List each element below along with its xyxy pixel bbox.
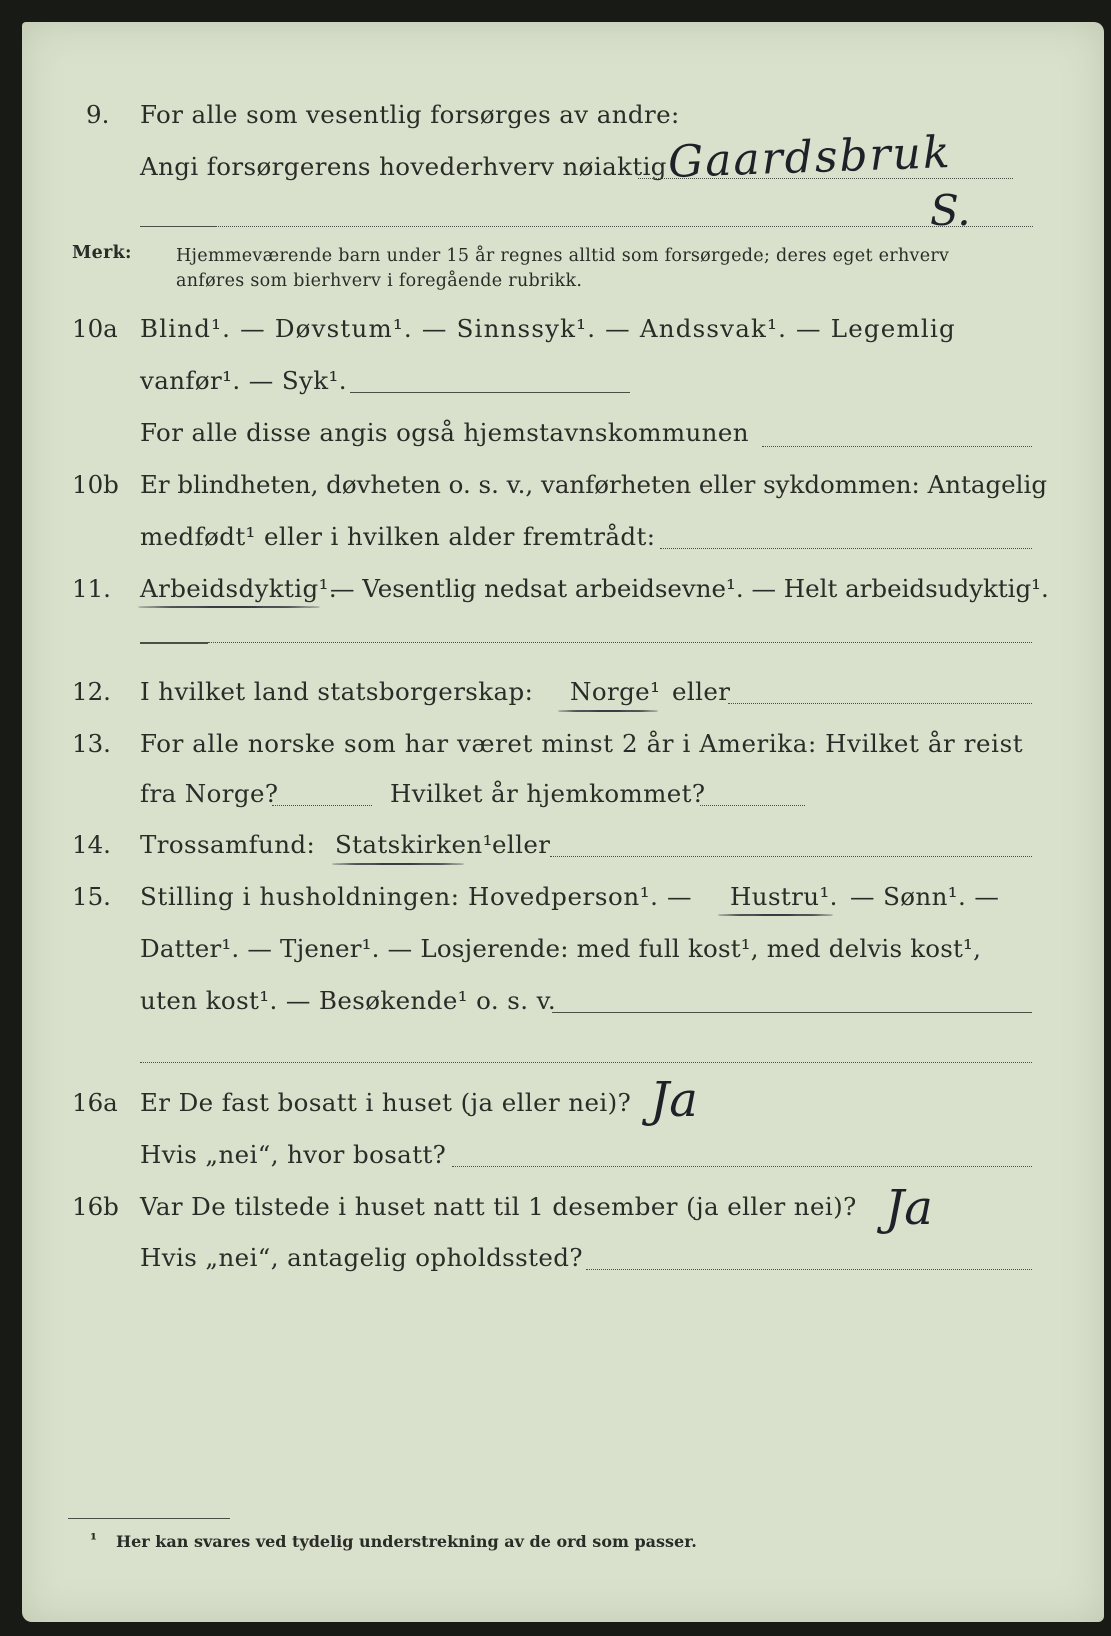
q16b-line1: Var De tilstede i huset natt til 1 desember (ja eller nei)? bbox=[140, 1192, 857, 1221]
q9-line2: Angi forsørgerens hovederhverv nøiaktig bbox=[140, 152, 667, 181]
q10a-number: 10a bbox=[72, 314, 118, 343]
q13-hjemkommet-dotted-line[interactable] bbox=[700, 805, 805, 806]
q9-handwritten-answer: Gaardsbruk bbox=[667, 127, 953, 188]
q15-line2: Datter¹. — Tjener¹. — Losjerende: med full kost¹, med delvis kost¹, bbox=[140, 934, 982, 963]
q16a-number: 16a bbox=[72, 1088, 118, 1117]
q16a-line2: Hvis „nei“, hvor bosatt? bbox=[140, 1140, 447, 1169]
q10b-line2: medfødt¹ eller i hvilken alder fremtrådt: bbox=[140, 522, 656, 551]
q10b-number: 10b bbox=[72, 470, 119, 499]
q10a-hjemstavn-dotted-line[interactable] bbox=[762, 446, 1032, 447]
merk-label: Merk: bbox=[72, 243, 132, 263]
q16b-line2: Hvis „nei“, antagelig opholdssted? bbox=[140, 1243, 583, 1272]
q16a-handwritten-answer: Ja bbox=[650, 1072, 698, 1128]
footnote-mark: ¹ bbox=[90, 1530, 98, 1549]
q13-reist-dotted-line[interactable] bbox=[272, 805, 372, 806]
q9-extra-dotted-line[interactable] bbox=[215, 226, 1033, 227]
q12-dotted-line[interactable] bbox=[728, 703, 1032, 704]
q14-option-statskirken[interactable]: Statskirken¹ bbox=[335, 830, 493, 859]
q11-option-arbeidsdyktig[interactable]: Arbeidsdyktig¹. bbox=[140, 574, 338, 603]
q15-number: 15. bbox=[72, 882, 111, 911]
q15-line3: uten kost¹. — Besøkende¹ o. s. v. bbox=[140, 986, 557, 1015]
q15-line1a: Stilling i husholdningen: Hovedperson¹. — bbox=[140, 882, 693, 911]
q16b-handwritten-answer: Ja bbox=[885, 1180, 933, 1236]
q10b-dotted-line[interactable] bbox=[660, 548, 1032, 549]
q15-answer-line[interactable] bbox=[552, 1012, 1032, 1013]
q15-extra-dotted-line[interactable] bbox=[140, 1062, 1032, 1063]
q15-handwritten-underline bbox=[718, 914, 833, 916]
q10b-line1: Er blindheten, døvheten o. s. v., vanførheten eller sykdommen: Antagelig bbox=[140, 470, 1048, 499]
q16a-dotted-line[interactable] bbox=[452, 1166, 1032, 1167]
q16b-dotted-line[interactable] bbox=[586, 1269, 1032, 1270]
q14-handwritten-underline bbox=[332, 863, 464, 865]
footnote-text: Her kan svares ved tydelig understrekning av de ord som passer. bbox=[116, 1532, 697, 1551]
q13-line2a: fra Norge? bbox=[140, 779, 279, 808]
q11-number: 11. bbox=[72, 574, 111, 603]
q10a-line1: Blind¹. — Døvstum¹. — Sinnssyk¹. — Andssvak¹. — Legemlig bbox=[140, 314, 956, 343]
q14-suffix: eller bbox=[492, 830, 551, 859]
q9-line1: For alle som vesentlig forsørges av andre: bbox=[140, 100, 680, 129]
q12-option-norge[interactable]: Norge¹ bbox=[570, 677, 661, 706]
q16b-number: 16b bbox=[72, 1192, 119, 1221]
footnote-rule bbox=[68, 1518, 230, 1519]
q11-handwritten-underline bbox=[138, 606, 320, 608]
q14-dotted-line[interactable] bbox=[550, 856, 1032, 857]
q9-number: 9. bbox=[86, 100, 110, 129]
q11-extra-dotted-line[interactable] bbox=[208, 642, 1032, 643]
q11-extra-line-start bbox=[140, 642, 208, 644]
q12-number: 12. bbox=[72, 677, 111, 706]
q9-handwritten-mark: S. bbox=[930, 186, 971, 235]
merk-line2: anføres som bierhverv i foregående rubrikk. bbox=[176, 271, 583, 291]
q13-line2b: Hvilket år hjemkommet? bbox=[390, 779, 706, 808]
q13-line1: For alle norske som har været minst 2 år i Amerika: Hvilket år reist bbox=[140, 729, 1024, 758]
q14-number: 14. bbox=[72, 830, 111, 859]
merk-line1: Hjemmeværende barn under 15 år regnes alltid som forsørgede; deres eget erhverv bbox=[176, 246, 950, 266]
q14-text: Trossamfund: bbox=[140, 830, 316, 859]
q11-other-options: — Vesentlig nedsat arbeidsevne¹. — Helt arbeidsudyktig¹. bbox=[330, 574, 1049, 603]
q16a-line1: Er De fast bosatt i huset (ja eller nei)? bbox=[140, 1088, 632, 1117]
q12-suffix: eller bbox=[672, 677, 731, 706]
q10a-line3: For alle disse angis også hjemstavnskommunen bbox=[140, 418, 749, 447]
q12-handwritten-underline bbox=[558, 710, 658, 712]
q10a-line2: vanfør¹. — Syk¹. bbox=[140, 366, 347, 395]
q12-text: I hvilket land statsborgerskap: bbox=[140, 677, 534, 706]
q13-number: 13. bbox=[72, 729, 111, 758]
q10a-syk-line[interactable] bbox=[350, 392, 630, 393]
q15-line1c: — Sønn¹. — bbox=[850, 882, 1000, 911]
q9-extra-line-start bbox=[140, 226, 215, 227]
q15-option-hustru[interactable]: Hustru¹. bbox=[730, 882, 838, 911]
